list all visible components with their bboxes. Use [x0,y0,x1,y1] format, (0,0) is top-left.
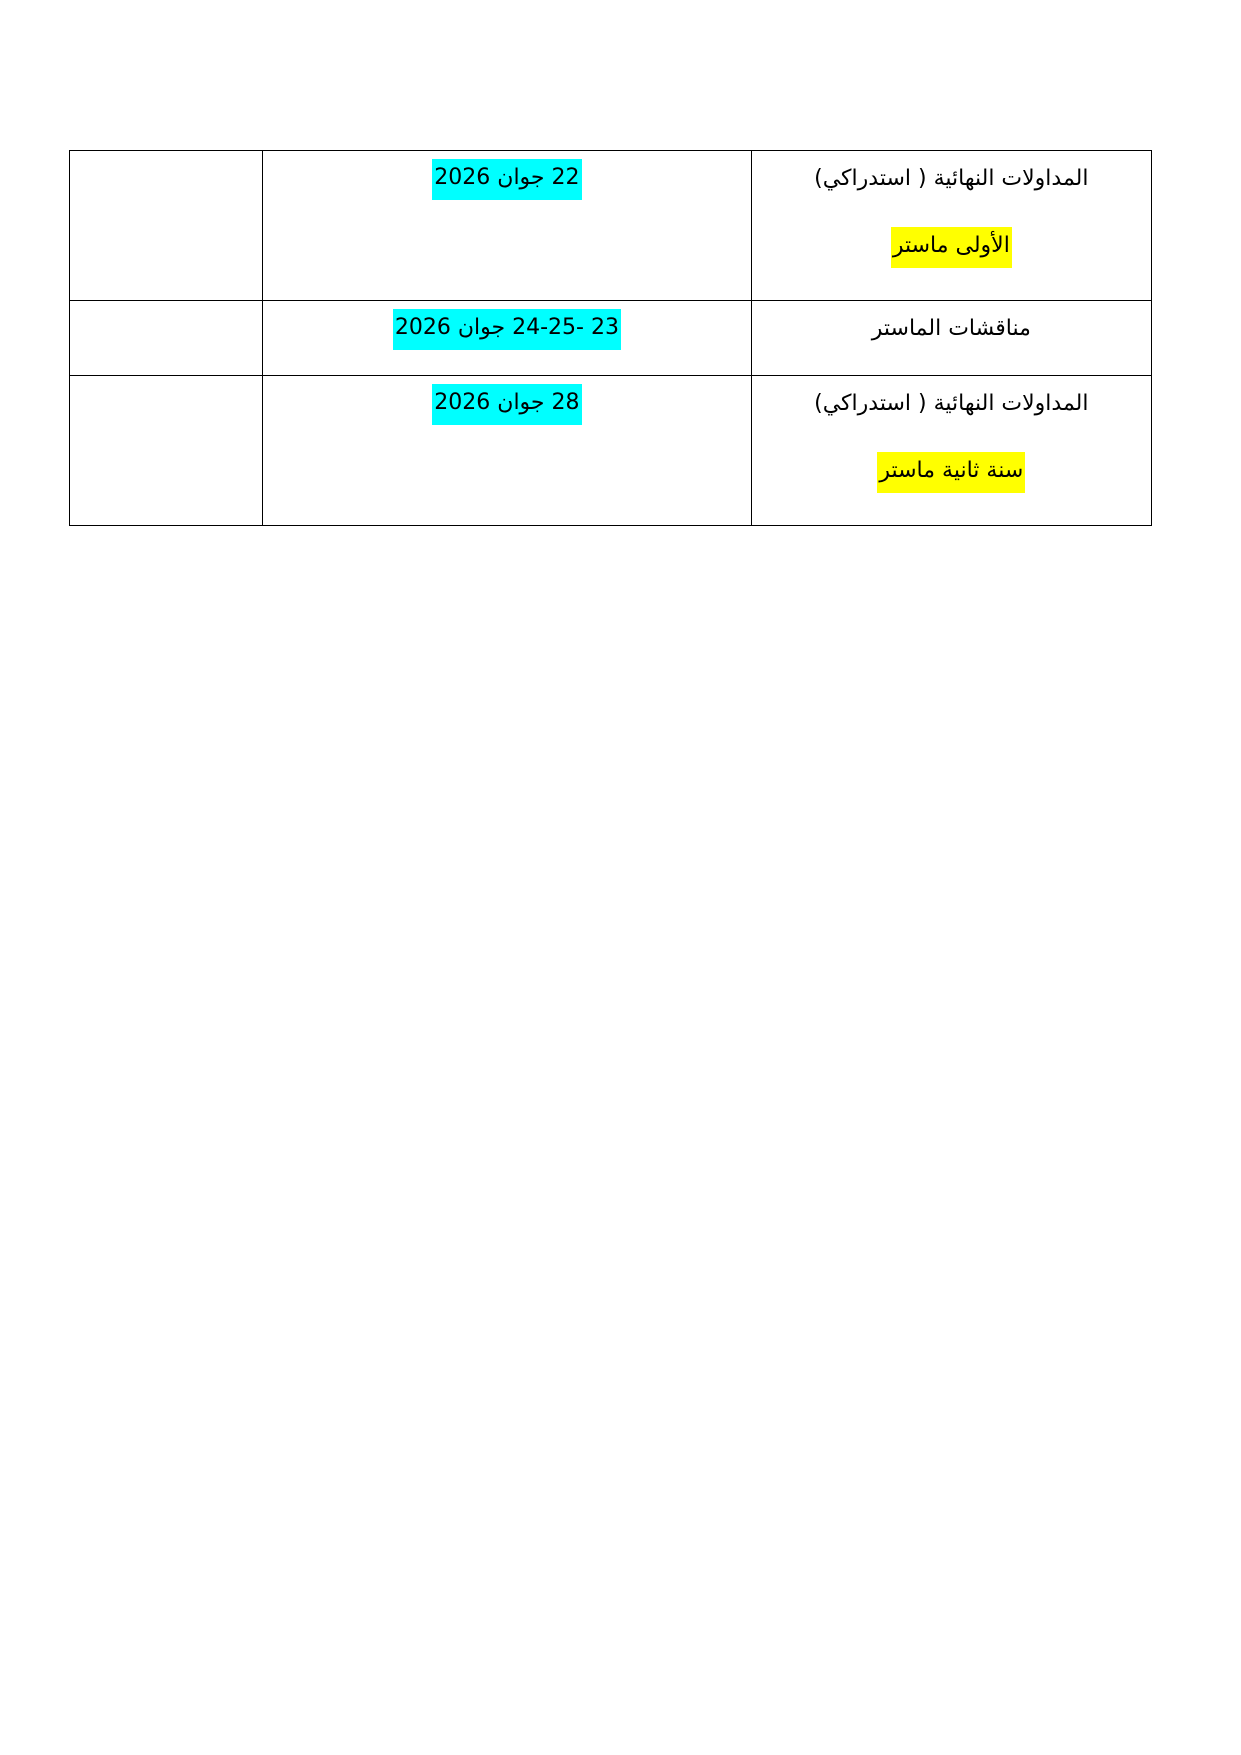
notes-cell [70,376,263,526]
notes-cell [70,151,263,301]
date-cell [263,301,751,376]
event-title: المداولات النهائية ( استدراكي) [814,391,1089,416]
level-badge: الأولى ماستر [891,227,1012,268]
event-cell [751,301,1151,376]
event-title: مناقشات الماستر [871,316,1031,341]
event-cell [751,376,1151,526]
event-title: المداولات النهائية ( استدراكي) [814,166,1089,191]
table-row [70,376,1152,526]
date-value: 23 -24-25 جوان 2026 [393,309,621,350]
date-value: 22 جوان 2026 [432,159,581,200]
table-row [70,301,1152,376]
table-row [70,151,1152,301]
date-cell [263,376,751,526]
level-badge: سنة ثانية ماستر [877,452,1025,493]
notes-cell [70,301,263,376]
date-value: 28 جوان 2026 [432,384,581,425]
date-cell [263,151,751,301]
schedule-table [69,150,1152,526]
event-cell [751,151,1151,301]
